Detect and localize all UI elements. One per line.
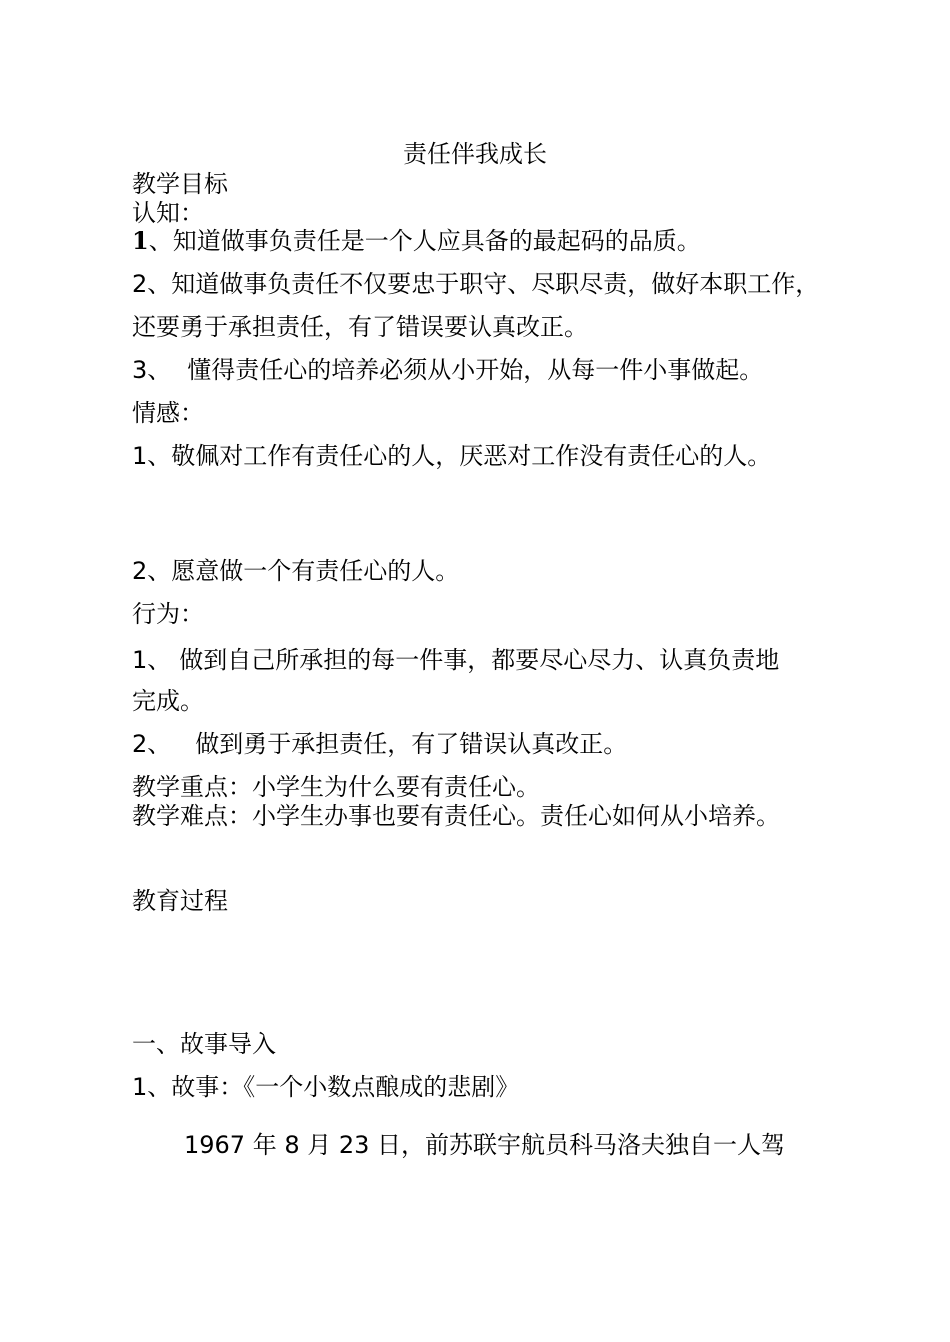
teaching-difficult-point: 教学难点：小学生办事也要有责任心。责任心如何从小培养。 — [132, 802, 780, 830]
cognition-item-2-line-2: 还要勇于承担责任，有了错误要认真改正。 — [132, 313, 588, 341]
cognition-item-1 — [132, 226, 701, 256]
cognition-item-1-number: 1 — [132, 226, 149, 255]
emotion-label: 情感： — [132, 399, 204, 427]
behavior-item-1-number: 1、 — [132, 646, 172, 674]
cognition-label: 认知： — [132, 199, 204, 227]
behavior-item-1-text: 做到自己所承担的每一件事，都要尽心尽力、认真负责地 — [179, 646, 780, 674]
cognition-item-2-line-1: 2、知道做事负责任不仅要忠于职守、尽职尽责，做好本职工作， — [132, 270, 820, 298]
education-process-heading: 教育过程 — [132, 887, 228, 915]
story-paragraph-line-1: 1967 年 8 月 23 日，前苏联宇航员科马洛夫独自一人驾 — [184, 1131, 786, 1159]
behavior-item-1-line-2: 完成。 — [132, 687, 204, 715]
behavior-item-2 — [132, 729, 627, 759]
behavior-label: 行为： — [132, 600, 204, 628]
cognition-item-3 — [132, 355, 763, 385]
behavior-item-1-line-1 — [132, 645, 779, 675]
teaching-key-point: 教学重点：小学生为什么要有责任心。 — [132, 773, 540, 801]
teaching-goals-heading: 教学目标 — [132, 170, 228, 198]
emotion-item-2: 2、愿意做一个有责任心的人。 — [132, 557, 460, 585]
emotion-item-1: 1、敬佩对工作有责任心的人，厌恶对工作没有责任心的人。 — [132, 442, 772, 470]
behavior-item-2-number: 2、 — [132, 730, 172, 758]
section-1-heading: 一、故事导入 — [132, 1030, 276, 1058]
document-title: 责任伴我成长 — [403, 140, 547, 168]
cognition-item-1-text: 、知道做事负责任是一个人应具备的最起码的品质。 — [148, 227, 701, 255]
story-title: 1、故事：《一个小数点酿成的悲剧》 — [132, 1073, 520, 1101]
behavior-item-2-text: 做到勇于承担责任，有了错误认真改正。 — [195, 730, 628, 758]
cognition-item-3-text: 懂得责任心的培养必须从小开始，从每一件小事做起。 — [187, 356, 764, 384]
cognition-item-3-number: 3、 — [132, 356, 172, 384]
